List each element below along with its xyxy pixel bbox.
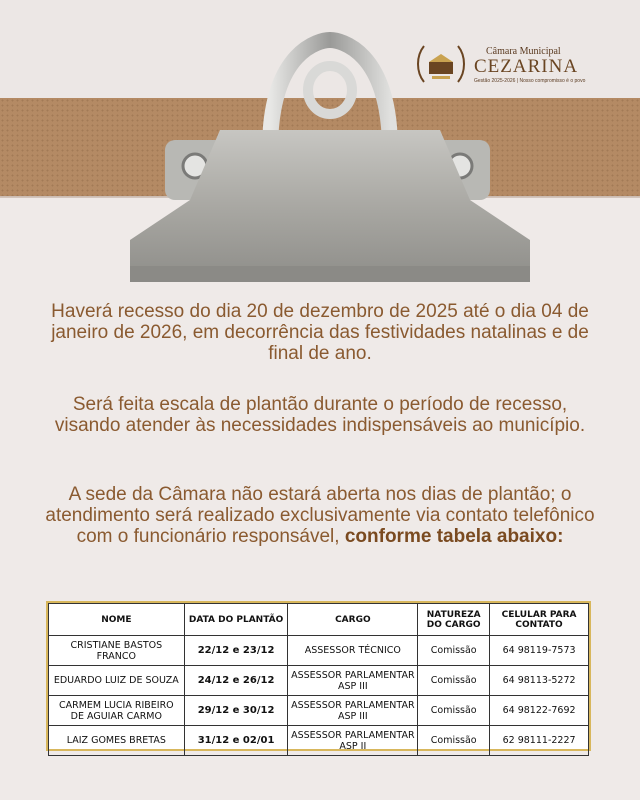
cell-nome: EDUARDO LUIZ DE SOUZA — [49, 666, 185, 696]
header-data: DATA DO PLANTÃO — [184, 604, 288, 636]
cell-natureza: Comissão — [418, 726, 490, 756]
cell-celular: 64 98122-7692 — [490, 696, 589, 726]
chamber-logo — [414, 36, 614, 92]
cell-cargo: ASSESSOR PARLAMENTAR ASP III — [288, 666, 418, 696]
cell-data: 22/12 e 23/12 — [184, 636, 288, 666]
table-header-row — [49, 604, 589, 636]
laurel-seal-icon — [414, 38, 468, 90]
cell-natureza: Comissão — [418, 696, 490, 726]
cell-cargo: ASSESSOR PARLAMENTAR ASP III — [288, 696, 418, 726]
cell-celular: 64 98119-7573 — [490, 636, 589, 666]
logo-title: Câmara Municipal — [486, 46, 561, 57]
notice-paragraph-3-text: A sede da Câmara não estará aberta nos dias de plantão; o atendimento será realizado exclusivamente via contato telefônico com o funcionário responsável, — [45, 484, 595, 547]
cell-data: 31/12 e 02/01 — [184, 726, 288, 756]
cell-natureza: Comissão — [418, 636, 490, 666]
cell-celular: 64 98113-5272 — [490, 666, 589, 696]
table-row — [49, 726, 589, 756]
header-celular: CELULAR PARA CONTATO — [490, 604, 589, 636]
header-cargo: CARGO — [288, 604, 418, 636]
notice-paragraph-3 — [40, 484, 600, 547]
cell-data: 29/12 e 30/12 — [184, 696, 288, 726]
cell-data: 24/12 e 26/12 — [184, 666, 288, 696]
notice-paragraph-1: Haverá recesso do dia 20 de dezembro de 2025 até o dia 04 de janeiro de 2026, em decorrência das festividades natalinas e de final de ano. — [51, 301, 589, 364]
cell-nome: CRISTIANE BASTOS FRANCO — [49, 636, 185, 666]
logo-tagline: Gestão 2025-2026 | Nosso compromisso é o povo — [474, 78, 586, 84]
table-row — [49, 696, 589, 726]
cell-cargo: ASSESSOR PARLAMENTAR ASP II — [288, 726, 418, 756]
header-natureza: NATUREZA DO CARGO — [418, 604, 490, 636]
duty-roster-table — [46, 601, 591, 751]
notice-paragraph-2: Será feita escala de plantão durante o período de recesso, visando atender às necessidades indispensáveis ao município. — [54, 394, 586, 436]
table-row — [49, 636, 589, 666]
cell-nome: LAIZ GOMES BRETAS — [49, 726, 185, 756]
notice-paragraph-3-emphasis: conforme tabela abaixo: — [344, 526, 564, 547]
table-row — [49, 666, 589, 696]
cell-cargo: ASSESSOR TÉCNICO — [288, 636, 418, 666]
cell-nome: CARMEM LUCIA RIBEIRO DE AGUIAR CARMO — [49, 696, 185, 726]
cell-celular: 62 98111-2227 — [490, 726, 589, 756]
cell-natureza: Comissão — [418, 666, 490, 696]
logo-name: CEZARINA — [474, 56, 579, 77]
header-nome: NOME — [49, 604, 185, 636]
